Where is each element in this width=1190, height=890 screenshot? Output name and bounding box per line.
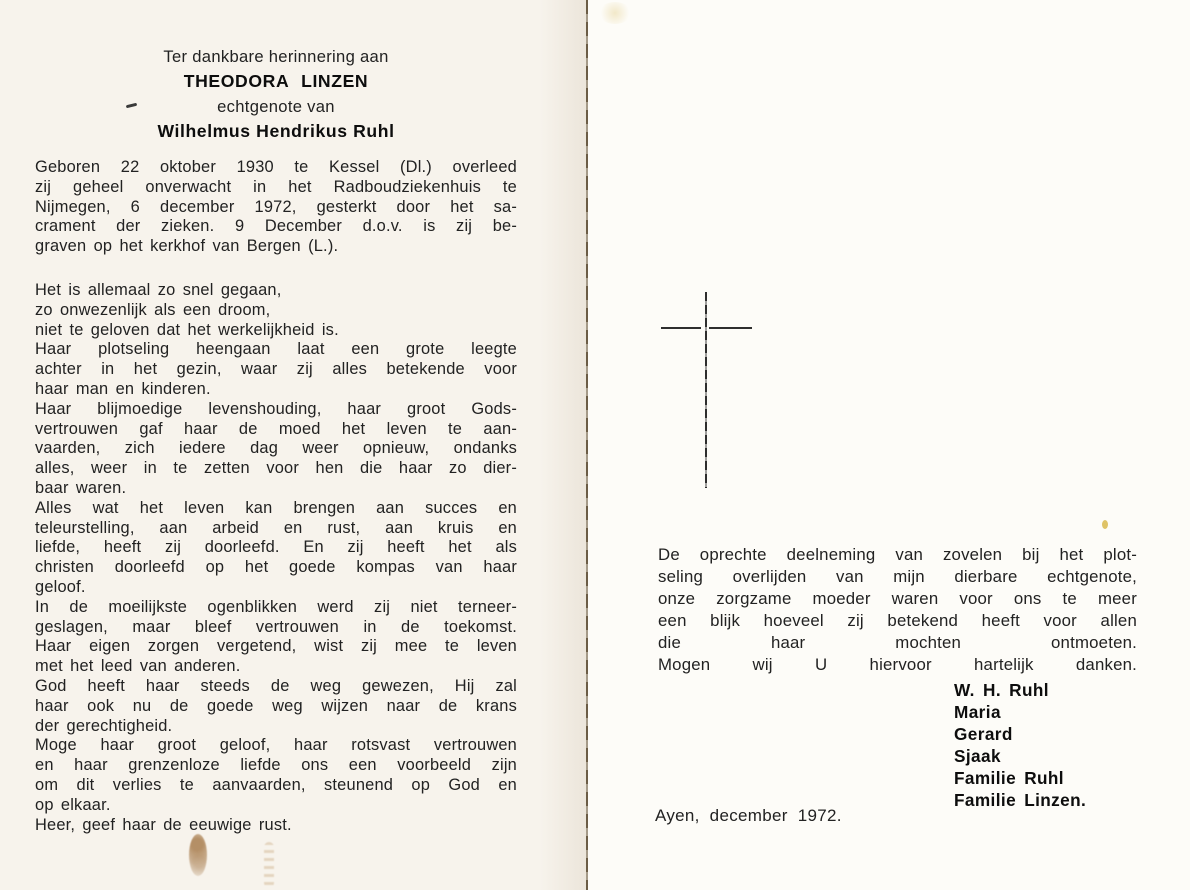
text-line: om dit verlies te aanvaarden, steunend op God en	[35, 775, 517, 794]
text-line: In de moeilijkste ogenblikken werd zij niet terneer-	[35, 597, 517, 616]
text-line: Moge haar groot geloof, haar rotsvast vertrouwen	[35, 736, 517, 755]
text-line: crament der zieken. 9 December d.o.v. is zij be-	[35, 217, 517, 236]
text-line: vaarden, zich iedere dag weer opnieuw, ondanks	[35, 439, 517, 458]
signature-item: Gerard	[954, 724, 1013, 744]
text-line: christen doorleefd op het goede kompas van haar	[35, 558, 517, 577]
text-line: liefde, heeft zij doorleefd. En zij heeft het als	[35, 538, 517, 557]
cross-vertical-bar	[705, 292, 707, 488]
memorial-paragraph	[35, 281, 517, 835]
text-line: die haar mochten ontmoeten.	[658, 633, 1137, 652]
text-line: Het is allemaal zo snel gegaan,	[35, 280, 282, 299]
text-line: onze zorgzame moeder waren voor ons te meer	[658, 589, 1137, 608]
left-page-text	[35, 158, 517, 835]
text-line: Alles wat het leven kan brengen aan succes en	[35, 498, 517, 517]
text-line: alles, weer in te zetten voor hen die haar zo dier-	[35, 459, 517, 478]
text-line: Haar plotseling heengaan laat een grote leegte	[35, 340, 517, 359]
text-line: seling overlijden van mijn dierbare echtgenote,	[658, 567, 1137, 586]
signature-item: Sjaak	[954, 746, 1001, 766]
text-line: achter in het gezin, waar zij alles betekende voor	[35, 360, 517, 379]
cross-horizontal-bar-right	[709, 327, 752, 329]
biography-paragraph	[35, 158, 517, 257]
text-line: haar man en kinderen.	[35, 379, 211, 398]
text-line: Haar eigen zorgen vergetend, wist zij mee te leven	[35, 637, 517, 656]
text-line: God heeft haar steeds de weg gewezen, Hij zal	[35, 676, 517, 695]
acknowledgement-paragraph	[658, 544, 1137, 676]
left-page	[0, 0, 588, 890]
text-line: teleurstelling, aan arbeid en rust, aan kruis en	[35, 518, 517, 537]
text-line: der gerechtigheid.	[35, 716, 173, 735]
deceased-name: THEODORA LINZEN	[183, 71, 369, 91]
right-page	[588, 0, 1190, 890]
stain-mark	[189, 834, 207, 876]
stain-mark	[264, 842, 274, 888]
stain-mark	[1102, 520, 1108, 529]
text-line: vertrouwen gaf haar de moed het leven te aan-	[35, 419, 517, 438]
text-line: Nijmegen, 6 december 1972, gesterkt door het sa-	[35, 197, 517, 216]
relation-line: echtgenote van	[217, 97, 335, 116]
text-line: geloof.	[35, 577, 86, 596]
signature-list	[954, 679, 1086, 811]
text-line: graven op het kerkhof van Bergen (L.).	[35, 237, 339, 256]
text-line: baar waren.	[35, 478, 127, 497]
text-line: zo onwezenlijk als een droom,	[35, 300, 271, 319]
text-line: een blijk hoeveel zij betekend heeft voor allen	[658, 611, 1137, 630]
place-date: Ayen, december 1972.	[655, 806, 842, 825]
fold-shadow	[540, 0, 588, 890]
text-line: Haar blijmoedige levenshouding, haar groot Gods-	[35, 399, 517, 418]
text-line: en haar grenzenloze liefde ons een voorbeeld zijn	[35, 756, 517, 775]
cross-horizontal-bar-left	[661, 327, 701, 329]
signature-item: Familie Ruhl	[954, 768, 1064, 788]
text-line: op elkaar.	[35, 795, 111, 814]
text-line: haar ook nu de goede weg wijzen naar de krans	[35, 696, 517, 715]
stain-mark	[598, 2, 632, 24]
signature-item: Maria	[954, 702, 1001, 722]
signature-item: Familie Linzen.	[954, 790, 1087, 810]
text-line: geslagen, maar bleef vertrouwen in de toekomst.	[35, 617, 517, 636]
text-line: Mogen wij U hiervoor hartelijk danken.	[658, 655, 1137, 674]
card-header	[35, 44, 517, 144]
text-line: De oprechte deelneming van zovelen bij het plot-	[658, 545, 1137, 564]
signature-item: W. H. Ruhl	[954, 680, 1049, 700]
spouse-name: Wilhelmus Hendrikus Ruhl	[157, 121, 395, 141]
text-line: niet te geloven dat het werkelijkheid is.	[35, 320, 339, 339]
text-line: Geboren 22 oktober 1930 te Kessel (Dl.) overleed	[35, 158, 517, 176]
dedication-line: Ter dankbare herinnering aan	[163, 47, 389, 66]
text-line: met het leed van anderen.	[35, 657, 241, 676]
text-line: zij geheel onverwacht in het Radboudziekenhuis te	[35, 177, 517, 196]
text-line: Heer, geef haar de eeuwige rust.	[35, 815, 292, 834]
